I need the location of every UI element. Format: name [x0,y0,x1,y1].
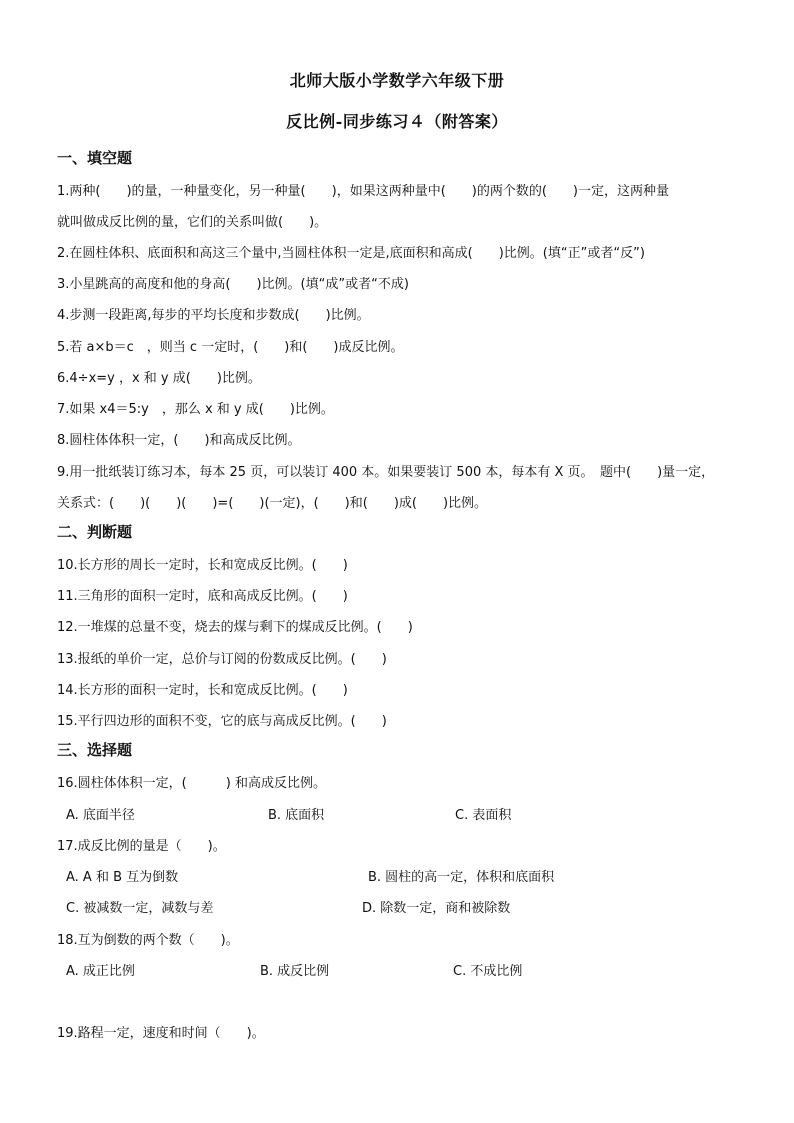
question-9-line-1: 9.用一批纸装订练习本，每本 25 页，可以装订 400 本。如果要装订 500 本，每本有 X 页。 题中( )量一定， [57,465,715,480]
question-5: 5.若 a×b＝c ，则当 c 一定时，( )和( )成反比例。 [57,340,404,355]
question-17: 17.成反比例的量是（ )。 [57,839,226,854]
section-heading-fill-in: 一、填空题 [57,149,133,167]
question-16-option-c: C. 表面积 [455,808,512,823]
question-2: 2.在圆柱体积、底面积和高这三个量中,当圆柱体积一定是,底面积和高成( )比例。(填“正”或者“反”) [57,246,645,261]
document-subtitle: 反比例-同步练习４（附答案） [286,112,508,131]
question-4: 4.步测一段距离,每步的平均长度和步数成( )比例。 [57,308,370,323]
question-18-option-b: B. 成反比例 [260,964,330,979]
question-3: 3.小星跳高的高度和他的身高( )比例。(填“成”或者“不成) [57,277,409,292]
question-13: 13.报纸的单价一定，总价与订阅的份数成反比例。( ) [57,652,387,667]
question-8: 8.圆柱体体积一定，( )和高成反比例。 [57,433,301,448]
question-14: 14.长方形的面积一定时，长和宽成反比例。( ) [57,683,348,698]
question-7: 7.如果 x4＝5:y ，那么 x 和 y 成( )比例。 [57,402,334,417]
question-1-line-2: 就叫做成反比例的量，它们的关系叫做( )。 [57,215,328,230]
question-9-line-2: 关系式：( )( )( )=( )(一定)，( )和( )成( )比例。 [57,496,488,511]
section-heading-multiple-choice: 三、选择题 [57,741,133,759]
question-17-option-d: D. 除数一定，商和被除数 [362,901,511,916]
question-6: 6.4÷x=y ，x 和 y 成( )比例。 [57,371,261,386]
question-15: 15.平行四边形的面积不变，它的底与高成反比例。( ) [57,714,387,729]
question-1-line-1: 1.两种( )的量，一种量变化，另一种量( )，如果这两种量中( )的两个数的( )一定，这两种量 [57,184,669,199]
question-18-option-a: A. 成正比例 [66,964,135,979]
question-17-option-c: C. 被减数一定，减数与差 [66,901,214,916]
question-18: 18.互为倒数的两个数（ )。 [57,933,239,948]
question-17-option-b: B. 圆柱的高一定，体积和底面积 [368,870,555,885]
question-17-option-a: A. A 和 B 互为倒数 [66,870,179,885]
question-11: 11.三角形的面积一定时，底和高成反比例。( ) [57,589,348,604]
question-18-option-c: C. 不成比例 [453,964,523,979]
document-title: 北师大版小学数学六年级下册 [289,71,505,90]
section-heading-true-false: 二、判断题 [57,523,133,541]
question-16-option-a: A. 底面半径 [66,808,135,823]
question-16-option-b: B. 底面积 [268,808,325,823]
question-12: 12.一堆煤的总量不变，烧去的煤与剩下的煤成反比例。( ) [57,620,413,635]
question-10: 10.长方形的周长一定时，长和宽成反比例。( ) [57,558,348,573]
question-19: 19.路程一定，速度和时间（ )。 [57,1026,265,1041]
question-16: 16.圆柱体体积一定，( ) 和高成反比例。 [57,776,326,791]
